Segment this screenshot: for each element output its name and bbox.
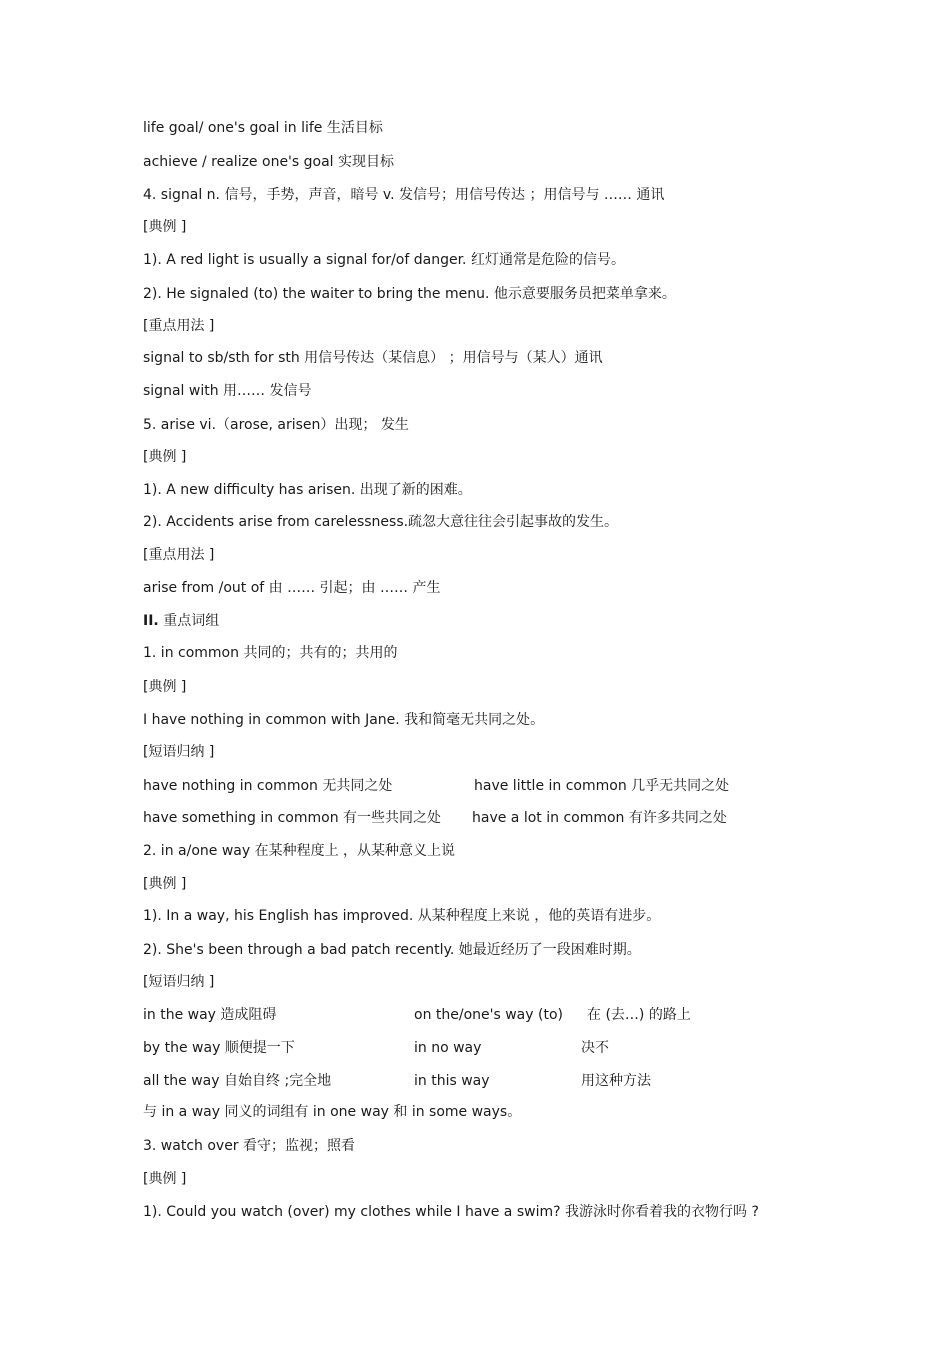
example-sentence: 2). Accidents arise from carelessness.疏忽大意往往会引起事故的发生。 xyxy=(143,514,619,530)
example-heading: [典例 ] xyxy=(143,219,187,235)
example-sentence: 1). A red light is usually a signal for/of danger. 红灯通常是危险的信号。 xyxy=(143,252,625,268)
phrase-item: have nothing in common 无共同之处 xyxy=(143,778,393,794)
phrase-item: in this way xyxy=(414,1073,490,1089)
phrase-item: in the way 造成阻碍 xyxy=(143,1007,277,1023)
example-sentence: 1). In a way, his English has improved. 从某种程度上来说 ，他的英语有进步。 xyxy=(143,908,661,924)
summary-heading: [短语归纳 ] xyxy=(143,744,215,760)
phrase-meaning: 在 (去…) 的路上 xyxy=(587,1007,691,1023)
phrase-item: on the/one's way (to) xyxy=(414,1007,563,1023)
section-title: 重点词组 xyxy=(158,613,220,629)
phrase-meaning: 用这种方法 xyxy=(581,1073,651,1089)
example-heading: [典例 ] xyxy=(143,1171,187,1187)
phrase-achieve-goal: achieve / realize one's goal 实现目标 xyxy=(143,154,395,170)
phrase-item: have a lot in common 有许多共同之处 xyxy=(472,810,727,826)
usage-heading: [重点用法 ] xyxy=(143,547,215,563)
usage-line: signal with 用…… 发信号 xyxy=(143,383,312,399)
example-sentence: 2). She's been through a bad patch recently. 她最近经历了一段困难时期。 xyxy=(143,942,641,958)
synonym-note: 与 in a way 同义的词组有 in one way 和 in some ways。 xyxy=(143,1104,522,1120)
phrase-item: in no way xyxy=(414,1040,482,1056)
phrase-meaning: 决不 xyxy=(581,1040,609,1056)
entry-in-common: 1. in common 共同的；共有的；共用的 xyxy=(143,645,398,661)
phrase-item: have little in common 几乎无共同之处 xyxy=(474,778,730,794)
phrase-item: all the way 自始自终 ;完全地 xyxy=(143,1073,332,1089)
phrase-item: have something in common 有一些共同之处 xyxy=(143,810,442,826)
example-sentence: I have nothing in common with Jane. 我和简毫无共同之处。 xyxy=(143,712,545,728)
entry-signal: 4. signal n. 信号，手势，声音，暗号 v. 发信号；用信号传达 ；用信号与 …… 通讯 xyxy=(143,187,665,203)
example-sentence: 1). Could you watch (over) my clothes while I have a swim? 我游泳时你看着我的衣物行吗 ? xyxy=(143,1204,759,1220)
example-sentence: 1). A new difficulty has arisen. 出现了新的困难。 xyxy=(143,482,472,498)
summary-heading: [短语归纳 ] xyxy=(143,974,215,990)
example-heading: [典例 ] xyxy=(143,679,187,695)
example-sentence: 2). He signaled (to) the waiter to bring the menu. 他示意要服务员把菜单拿来。 xyxy=(143,286,676,302)
example-heading: [典例 ] xyxy=(143,449,187,465)
entry-watch-over: 3. watch over 看守；监视；照看 xyxy=(143,1138,356,1154)
section-number: II. xyxy=(143,613,159,629)
phrase-item: by the way 顺便提一下 xyxy=(143,1040,295,1056)
section-heading xyxy=(143,612,219,630)
usage-heading: [重点用法 ] xyxy=(143,318,215,334)
entry-arise: 5. arise vi.（arose, arisen）出现； 发生 xyxy=(143,417,409,433)
usage-line: arise from /out of 由 …… 引起；由 …… 产生 xyxy=(143,580,441,596)
example-heading: [典例 ] xyxy=(143,876,187,892)
phrase-life-goal: life goal/ one's goal in life 生活目标 xyxy=(143,120,383,136)
usage-line: signal to sb/sth for sth 用信号传达（某信息） ；用信号与（某人）通讯 xyxy=(143,350,603,366)
entry-in-a-way: 2. in a/one way 在某种程度上 ，从某种意义上说 xyxy=(143,843,456,859)
